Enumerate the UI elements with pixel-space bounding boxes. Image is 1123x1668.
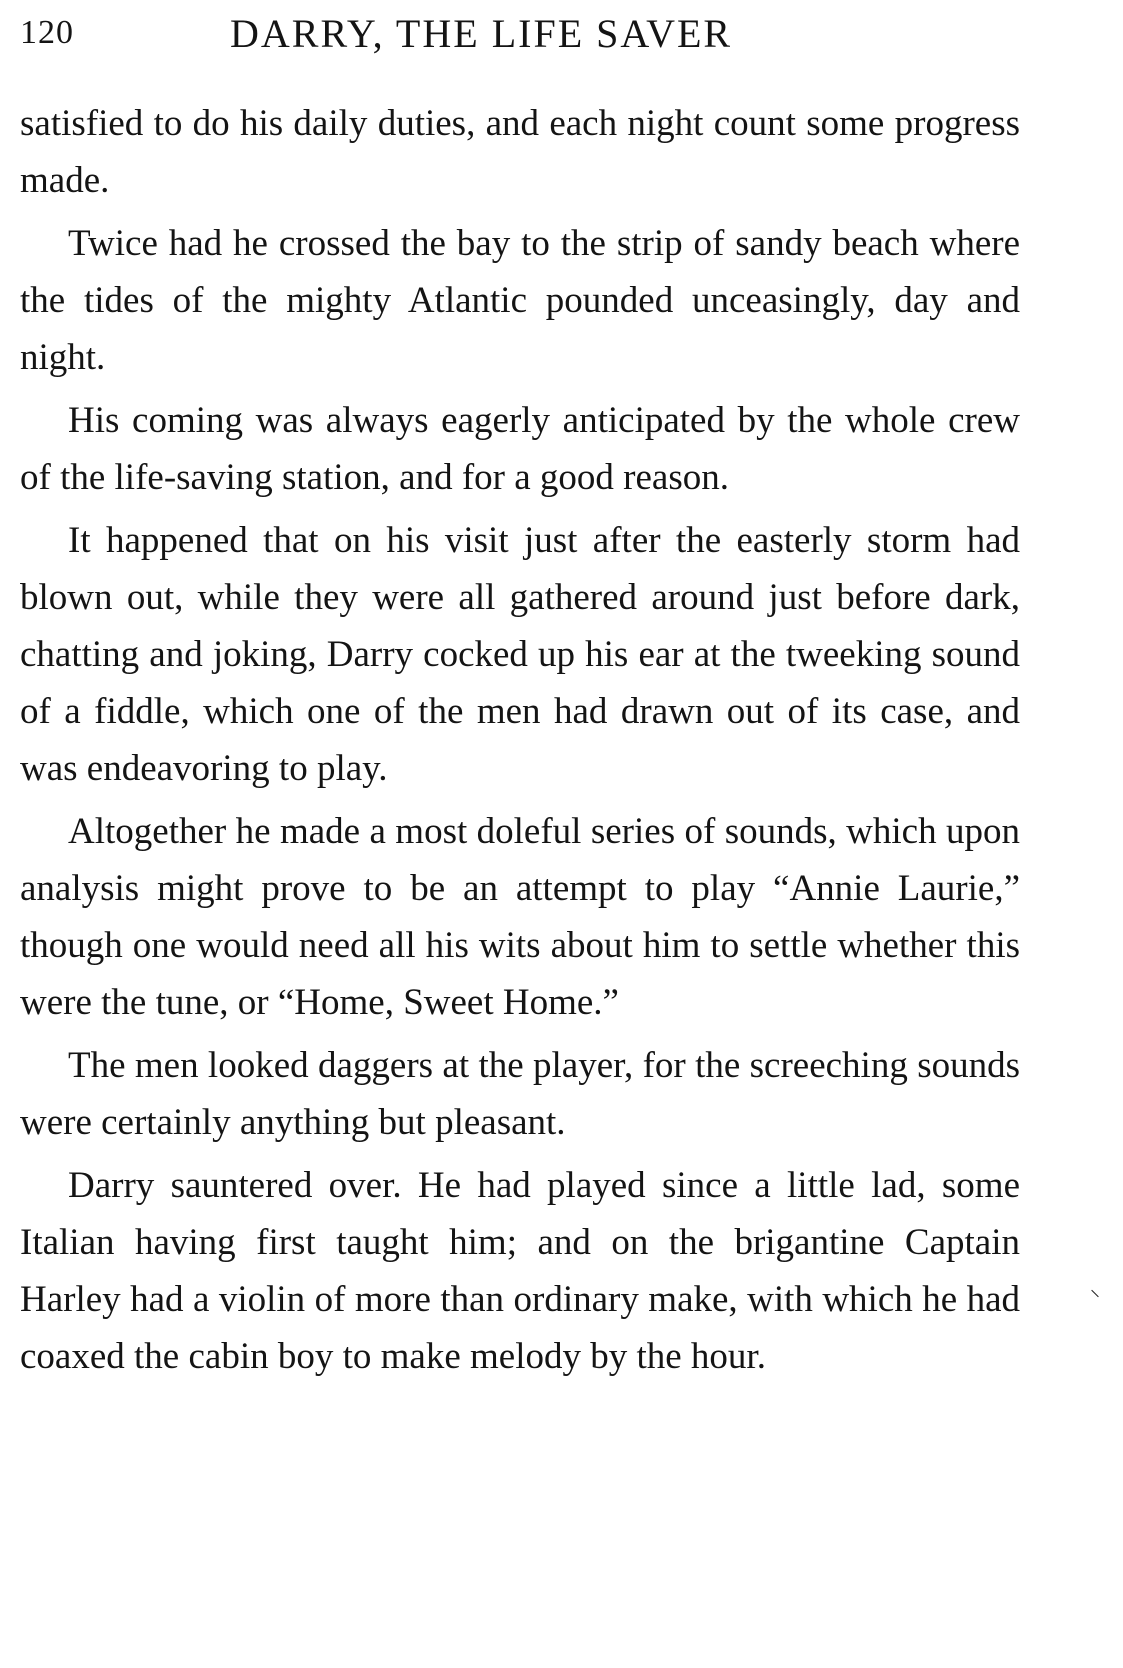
page-header <box>20 10 1020 60</box>
body-text <box>20 95 1020 1391</box>
paragraph: Altogether he made a most doleful series of sounds, which upon analysis might prove to be an attempt to play “Annie Laurie,” though one would need all his wits about him to settle whether this were the tune, or “Home, Sweet Home.” <box>20 811 1020 1023</box>
paragraph: satisfied to do his daily duties, and each night count some progress made. <box>20 103 1020 201</box>
paragraph: His coming was always eagerly anticipated by the whole crew of the life-saving station, and for a good reason. <box>20 400 1020 498</box>
page-number: 120 <box>20 14 74 51</box>
stray-ink-mark: ⸌ <box>1090 1287 1100 1309</box>
paragraph: Twice had he crossed the bay to the strip of sandy beach where the tides of the mighty Atlantic pounded unceasingly, day and night. <box>20 223 1020 378</box>
paragraph: Darry sauntered over. He had played since a little lad, some Italian having first taught him; and on the brigantine Captain Harley had a violin of more than ordinary make, with which he had coaxed the cabin boy to make melody by the hour. <box>20 1165 1020 1377</box>
running-title: DARRY, THE LIFE SAVER <box>230 11 733 56</box>
paragraph: The men looked daggers at the player, for the screeching sounds were certainly anything but pleasant. <box>20 1045 1020 1143</box>
paragraph: It happened that on his visit just after the easterly storm had blown out, while they were all gathered around just before dark, chatting and joking, Darry cocked up his ear at the tweeking sound of a fiddle, which one of the men had drawn out of its case, and was endeavoring to play. <box>20 520 1020 789</box>
